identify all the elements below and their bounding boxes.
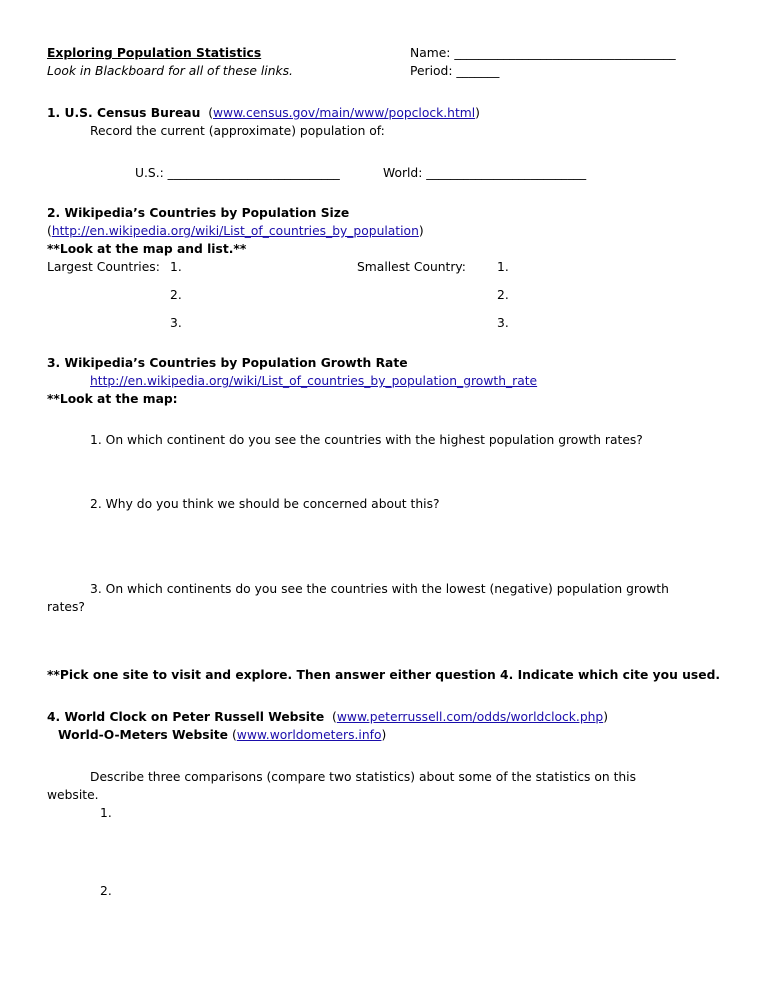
- q4-alt-paren-close: ): [381, 728, 387, 742]
- q4-instruction: Describe three comparisons (compare two statistics) about some of the statistics on this: [90, 770, 637, 784]
- q2-note: **Look at the map and list.**: [47, 242, 247, 256]
- q3-note: **Look at the map:: [47, 392, 178, 406]
- q1-heading: [47, 105, 480, 121]
- q4-paren-close: ): [603, 710, 609, 724]
- q1-census-link[interactable]: www.census.gov/main/www/popclock.html: [213, 106, 476, 120]
- smallest-item-2: 2.: [497, 288, 509, 302]
- q2-link-line: [47, 223, 424, 239]
- period-field: Period: _______: [410, 64, 500, 78]
- q3-growth-link-text[interactable]: http://en.wikipedia.org/wiki/List_of_countries_by_population_growth_rate: [90, 374, 538, 388]
- smallest-item-3: 3.: [497, 316, 509, 330]
- smallest-country-label: Smallest Country:: [357, 260, 466, 274]
- q1-instruction: Record the current (approximate) population of:: [90, 124, 385, 138]
- worksheet-title: Exploring Population Statistics: [47, 46, 262, 60]
- name-field: Name: ____________________________________: [410, 46, 676, 60]
- largest-item-1: 1.: [170, 260, 182, 274]
- q4-item-2: 2.: [100, 884, 112, 898]
- q3-question-2: 2. Why do you think we should be concerned about this?: [90, 497, 440, 511]
- worksheet-subtitle: Look in Blackboard for all of these links.: [47, 64, 293, 78]
- q4-alt-heading: [58, 727, 386, 743]
- q1-title: 1. U.S. Census Bureau: [47, 106, 201, 120]
- q4-paren-open: (: [332, 710, 337, 724]
- q4-heading: [47, 709, 608, 725]
- q4-instruction-cont: website.: [47, 788, 99, 802]
- smallest-item-1: 1.: [497, 260, 509, 274]
- q2-population-link[interactable]: http://en.wikipedia.org/wiki/List_of_countries_by_population: [51, 224, 419, 238]
- q1-paren-close: ): [475, 106, 480, 120]
- largest-item-3: 3.: [170, 316, 182, 330]
- q4-alt-title: World-O-Meters Website: [58, 728, 229, 742]
- q1-paren-open: (: [208, 106, 213, 120]
- q4-worldometers-link[interactable]: www.worldometers.info: [236, 728, 382, 742]
- largest-countries-label: Largest Countries:: [47, 260, 160, 274]
- q3-question-3-cont: rates?: [47, 600, 85, 614]
- q2-paren-close: ): [418, 224, 424, 238]
- q3-growth-link: [90, 373, 537, 389]
- q4-item-1: 1.: [100, 806, 112, 820]
- world-population-field: World: __________________________: [383, 166, 587, 180]
- q2-paren-open: (: [47, 224, 52, 238]
- largest-item-2: 2.: [170, 288, 182, 302]
- q2-title: 2. Wikipedia’s Countries by Population Size: [47, 206, 350, 220]
- q4-worldclock-link[interactable]: www.peterrussell.com/odds/worldclock.php: [336, 710, 604, 724]
- q3-title: 3. Wikipedia’s Countries by Population Growth Rate: [47, 356, 408, 370]
- pick-site-note: **Pick one site to visit and explore. Then answer either question 4. Indicate which cite you used.: [47, 668, 721, 682]
- q3-question-1: 1. On which continent do you see the countries with the highest population growth rates?: [90, 433, 643, 447]
- q4-title: 4. World Clock on Peter Russell Website: [47, 710, 325, 724]
- q4-alt-paren-open: (: [231, 728, 237, 742]
- us-population-field: U.S.: ____________________________: [135, 166, 340, 180]
- q3-question-3: 3. On which continents do you see the countries with the lowest (negative) population growth: [90, 582, 669, 596]
